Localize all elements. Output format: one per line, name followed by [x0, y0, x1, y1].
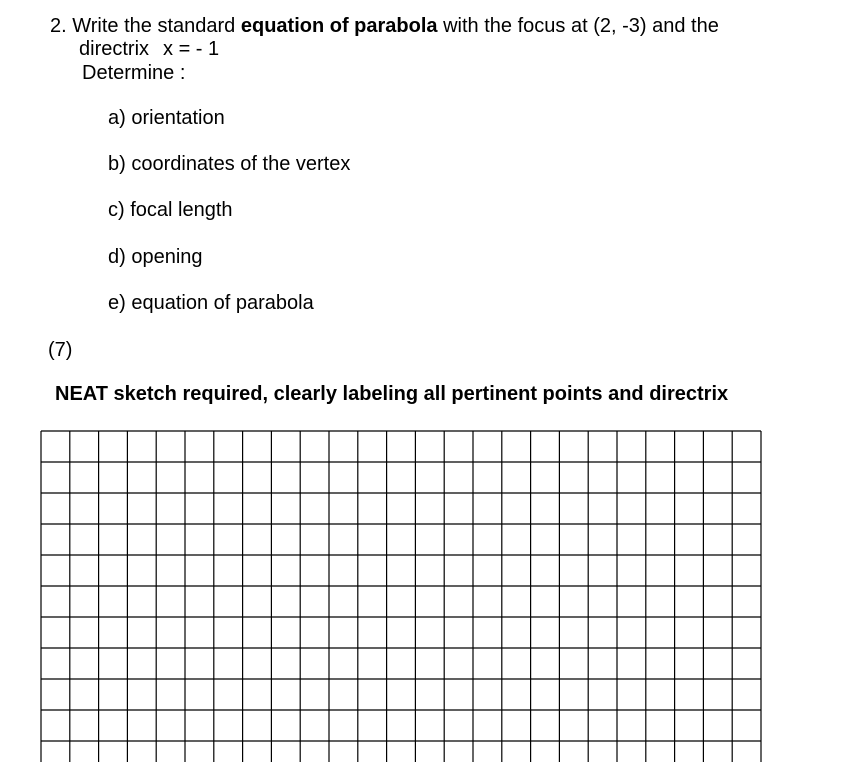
marks-label: (7)	[48, 339, 73, 361]
question-line-2	[79, 38, 219, 60]
determine-label: Determine :	[82, 62, 186, 84]
question-text-start: Write the standard	[72, 15, 236, 37]
question-line-1	[50, 14, 719, 38]
sub-question-b: b) coordinates of the vertex	[108, 153, 351, 175]
sub-question-d: d) opening	[108, 246, 203, 268]
question-number: 2.	[50, 15, 67, 37]
question-text-end: with the focus at (2, -3) and the	[443, 15, 719, 37]
sub-question-e: e) equation of parabola	[108, 292, 314, 314]
sketch-instruction: NEAT sketch required, clearly labeling all pertinent points and directrix	[55, 383, 729, 405]
directrix-equation: x = - 1	[163, 38, 220, 60]
directrix-word: directrix	[79, 38, 150, 60]
sub-question-c: c) focal length	[108, 199, 233, 221]
question-bold-text: equation of parabola	[240, 15, 438, 37]
sub-question-a: a) orientation	[108, 107, 225, 129]
graph-paper-grid	[40, 430, 762, 762]
